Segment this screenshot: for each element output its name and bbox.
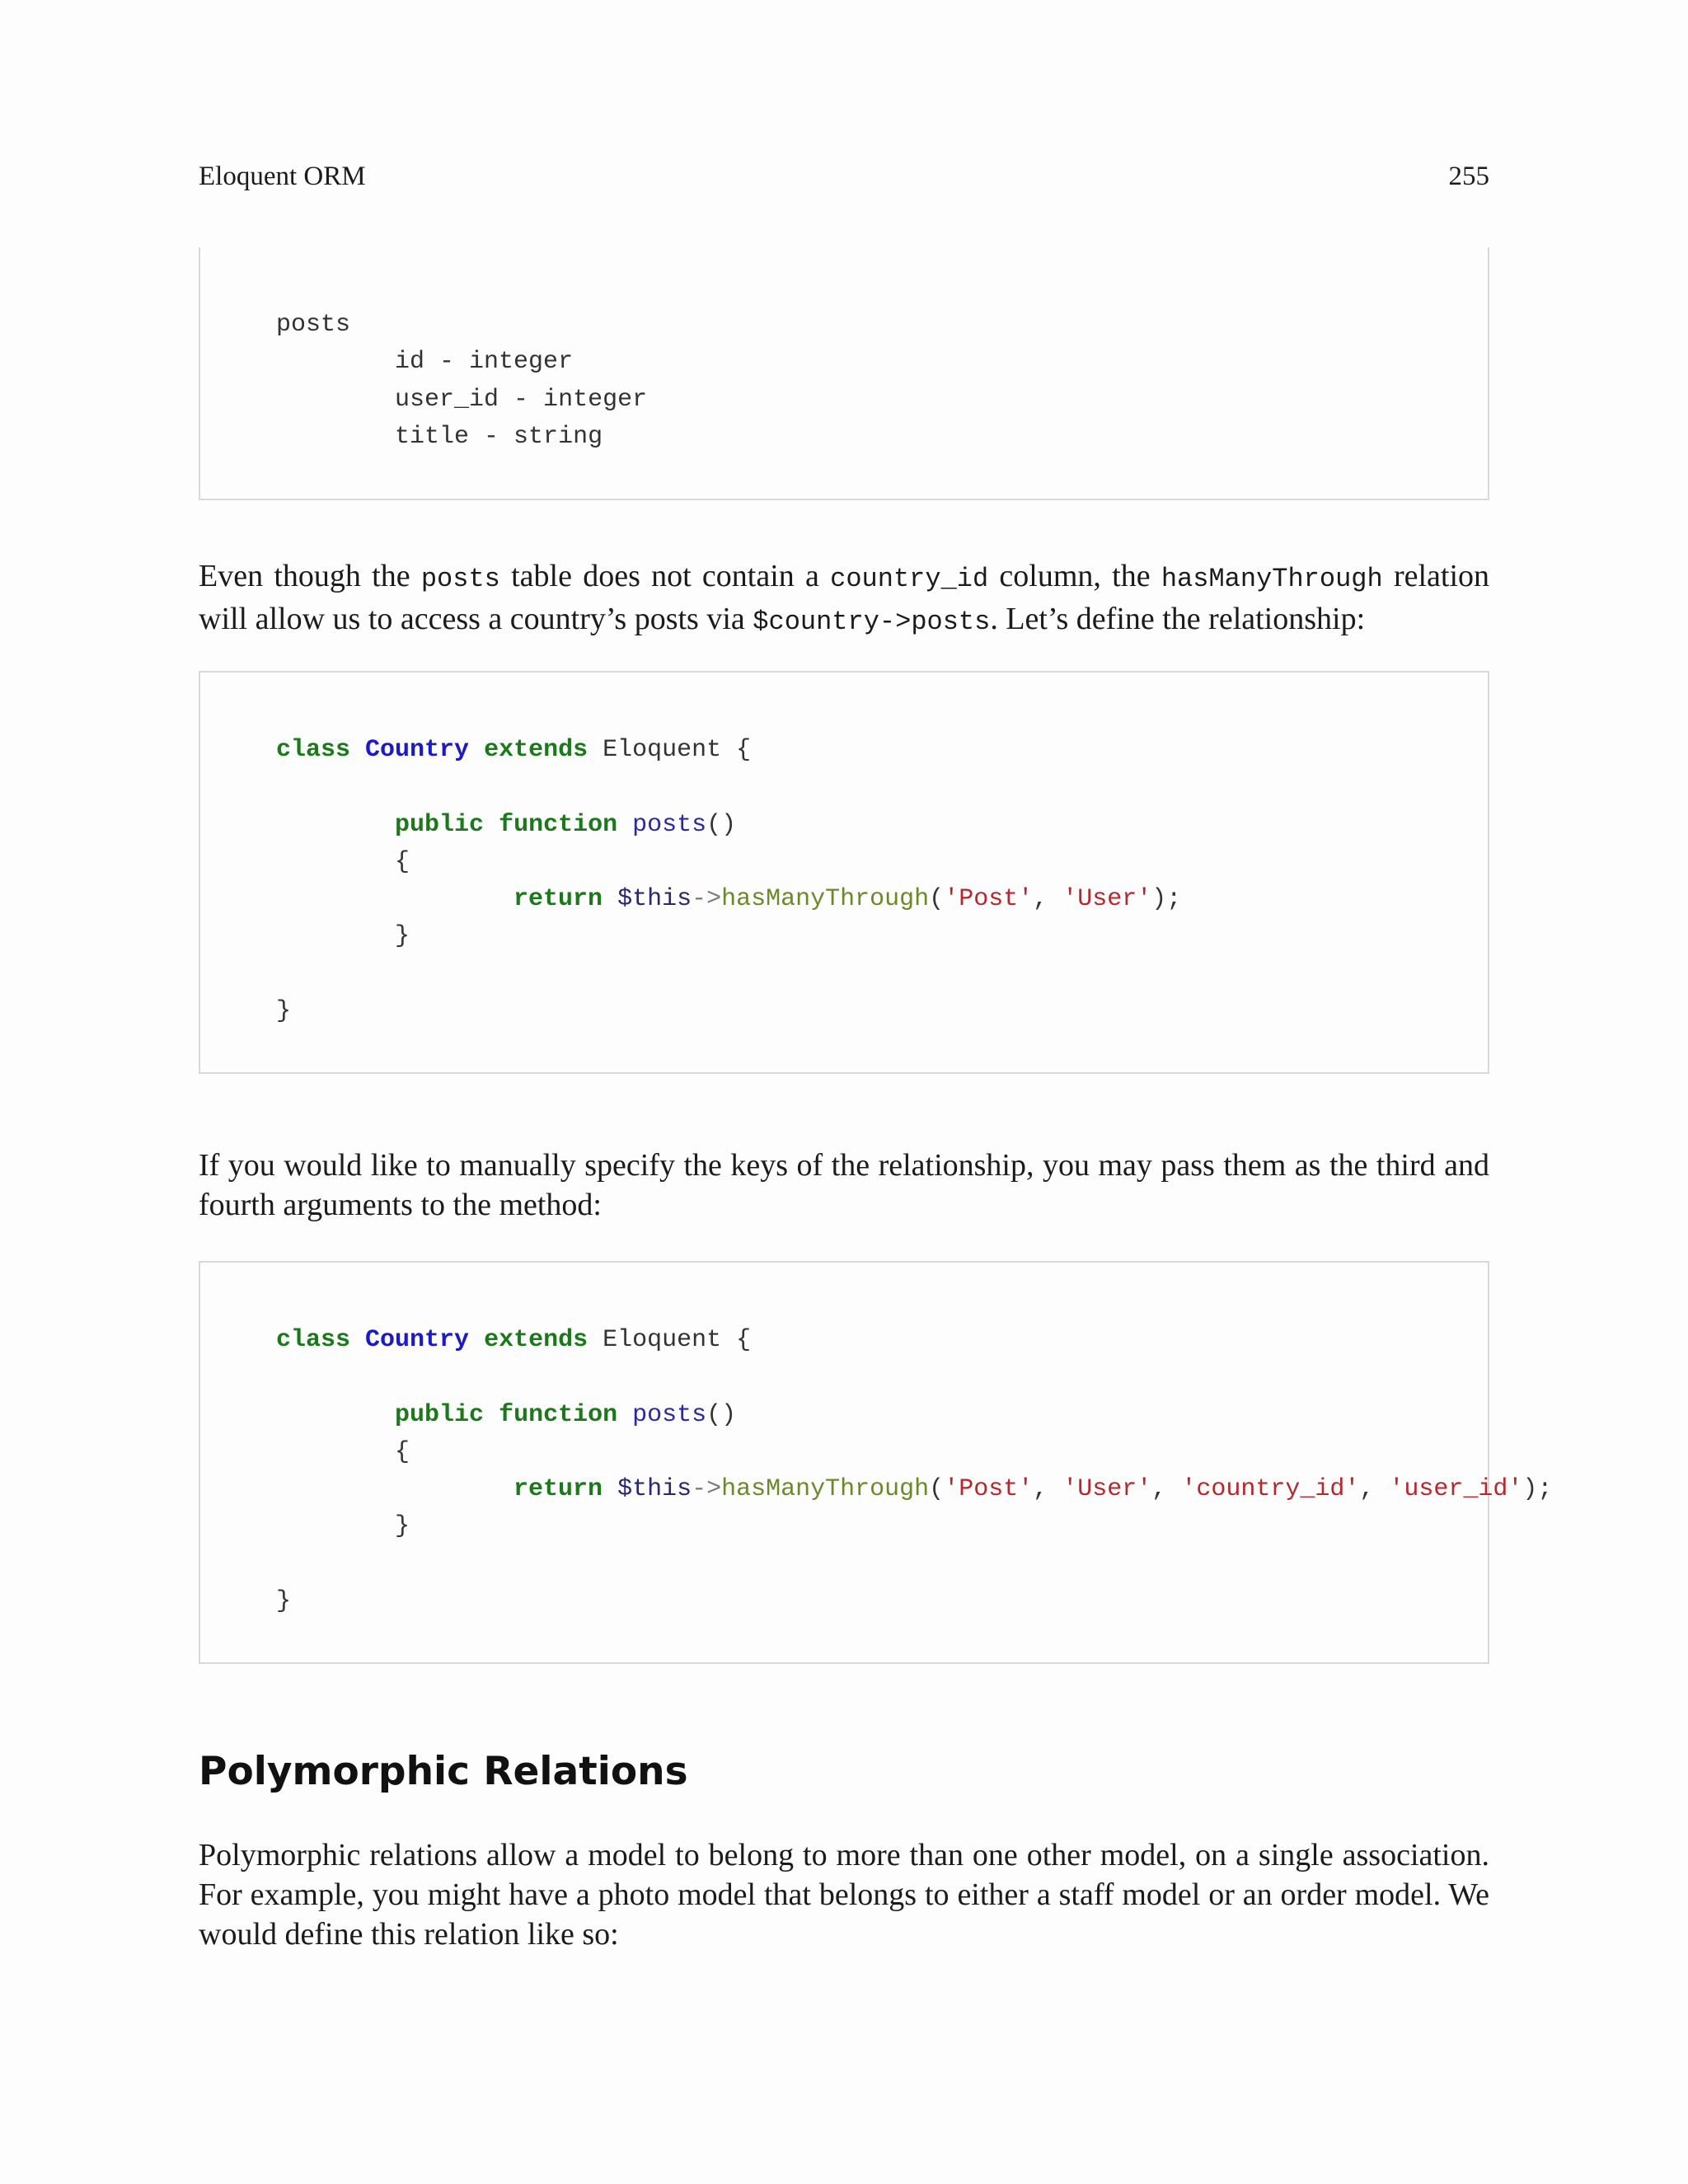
- inline-code: country_id: [830, 564, 989, 594]
- section-heading: Polymorphic Relations: [199, 1749, 688, 1794]
- code-block-custom-keys: [199, 1261, 1553, 1664]
- schema-table-name: posts: [276, 311, 351, 339]
- running-header-chapter: Eloquent ORM: [199, 162, 366, 191]
- inline-code: posts: [420, 564, 500, 594]
- schema-column: user_id - integer: [395, 385, 648, 414]
- text-run: column, the: [988, 559, 1161, 593]
- code-block-has-many-through: [199, 671, 1489, 1074]
- paragraph-custom-keys: If you would like to manually specify the keys of the relationship, you may pass them as the third and fourth arguments to the method:: [199, 1148, 1489, 1222]
- paragraph-has-many-through: [199, 556, 1489, 642]
- schema-column: title - string: [395, 422, 603, 451]
- paragraph-polymorphic: Polymorphic relations allow a model to belong to more than one other model, on a single association. For example, you might have a photo model that belongs to either a staff model or an order model. We would define this relation like so:: [199, 1838, 1489, 1952]
- text-run: relation will allow us to access a country’s posts via: [199, 559, 1490, 636]
- schema-column: id - integer: [395, 348, 574, 377]
- code-listing: class Country extends Eloquent { public function posts() { return $this->hasManyThrough('Post', 'User'); } }: [276, 736, 1182, 1026]
- text-run: Even though the: [199, 559, 421, 593]
- text-run: . Let’s define the relationship:: [990, 602, 1366, 636]
- page-number: 255: [1448, 162, 1489, 191]
- inline-code: $country->posts: [753, 607, 991, 637]
- code-block-schema: [199, 247, 1489, 500]
- code-listing: class Country extends Eloquent { public function posts() { return $this->hasManyThrough('Post', 'User', 'country_id', 'user_id'); } }: [276, 1326, 1553, 1616]
- text-run: table does not contain a: [499, 559, 831, 593]
- schema-code: [276, 307, 647, 456]
- inline-code: hasManyThrough: [1160, 564, 1383, 594]
